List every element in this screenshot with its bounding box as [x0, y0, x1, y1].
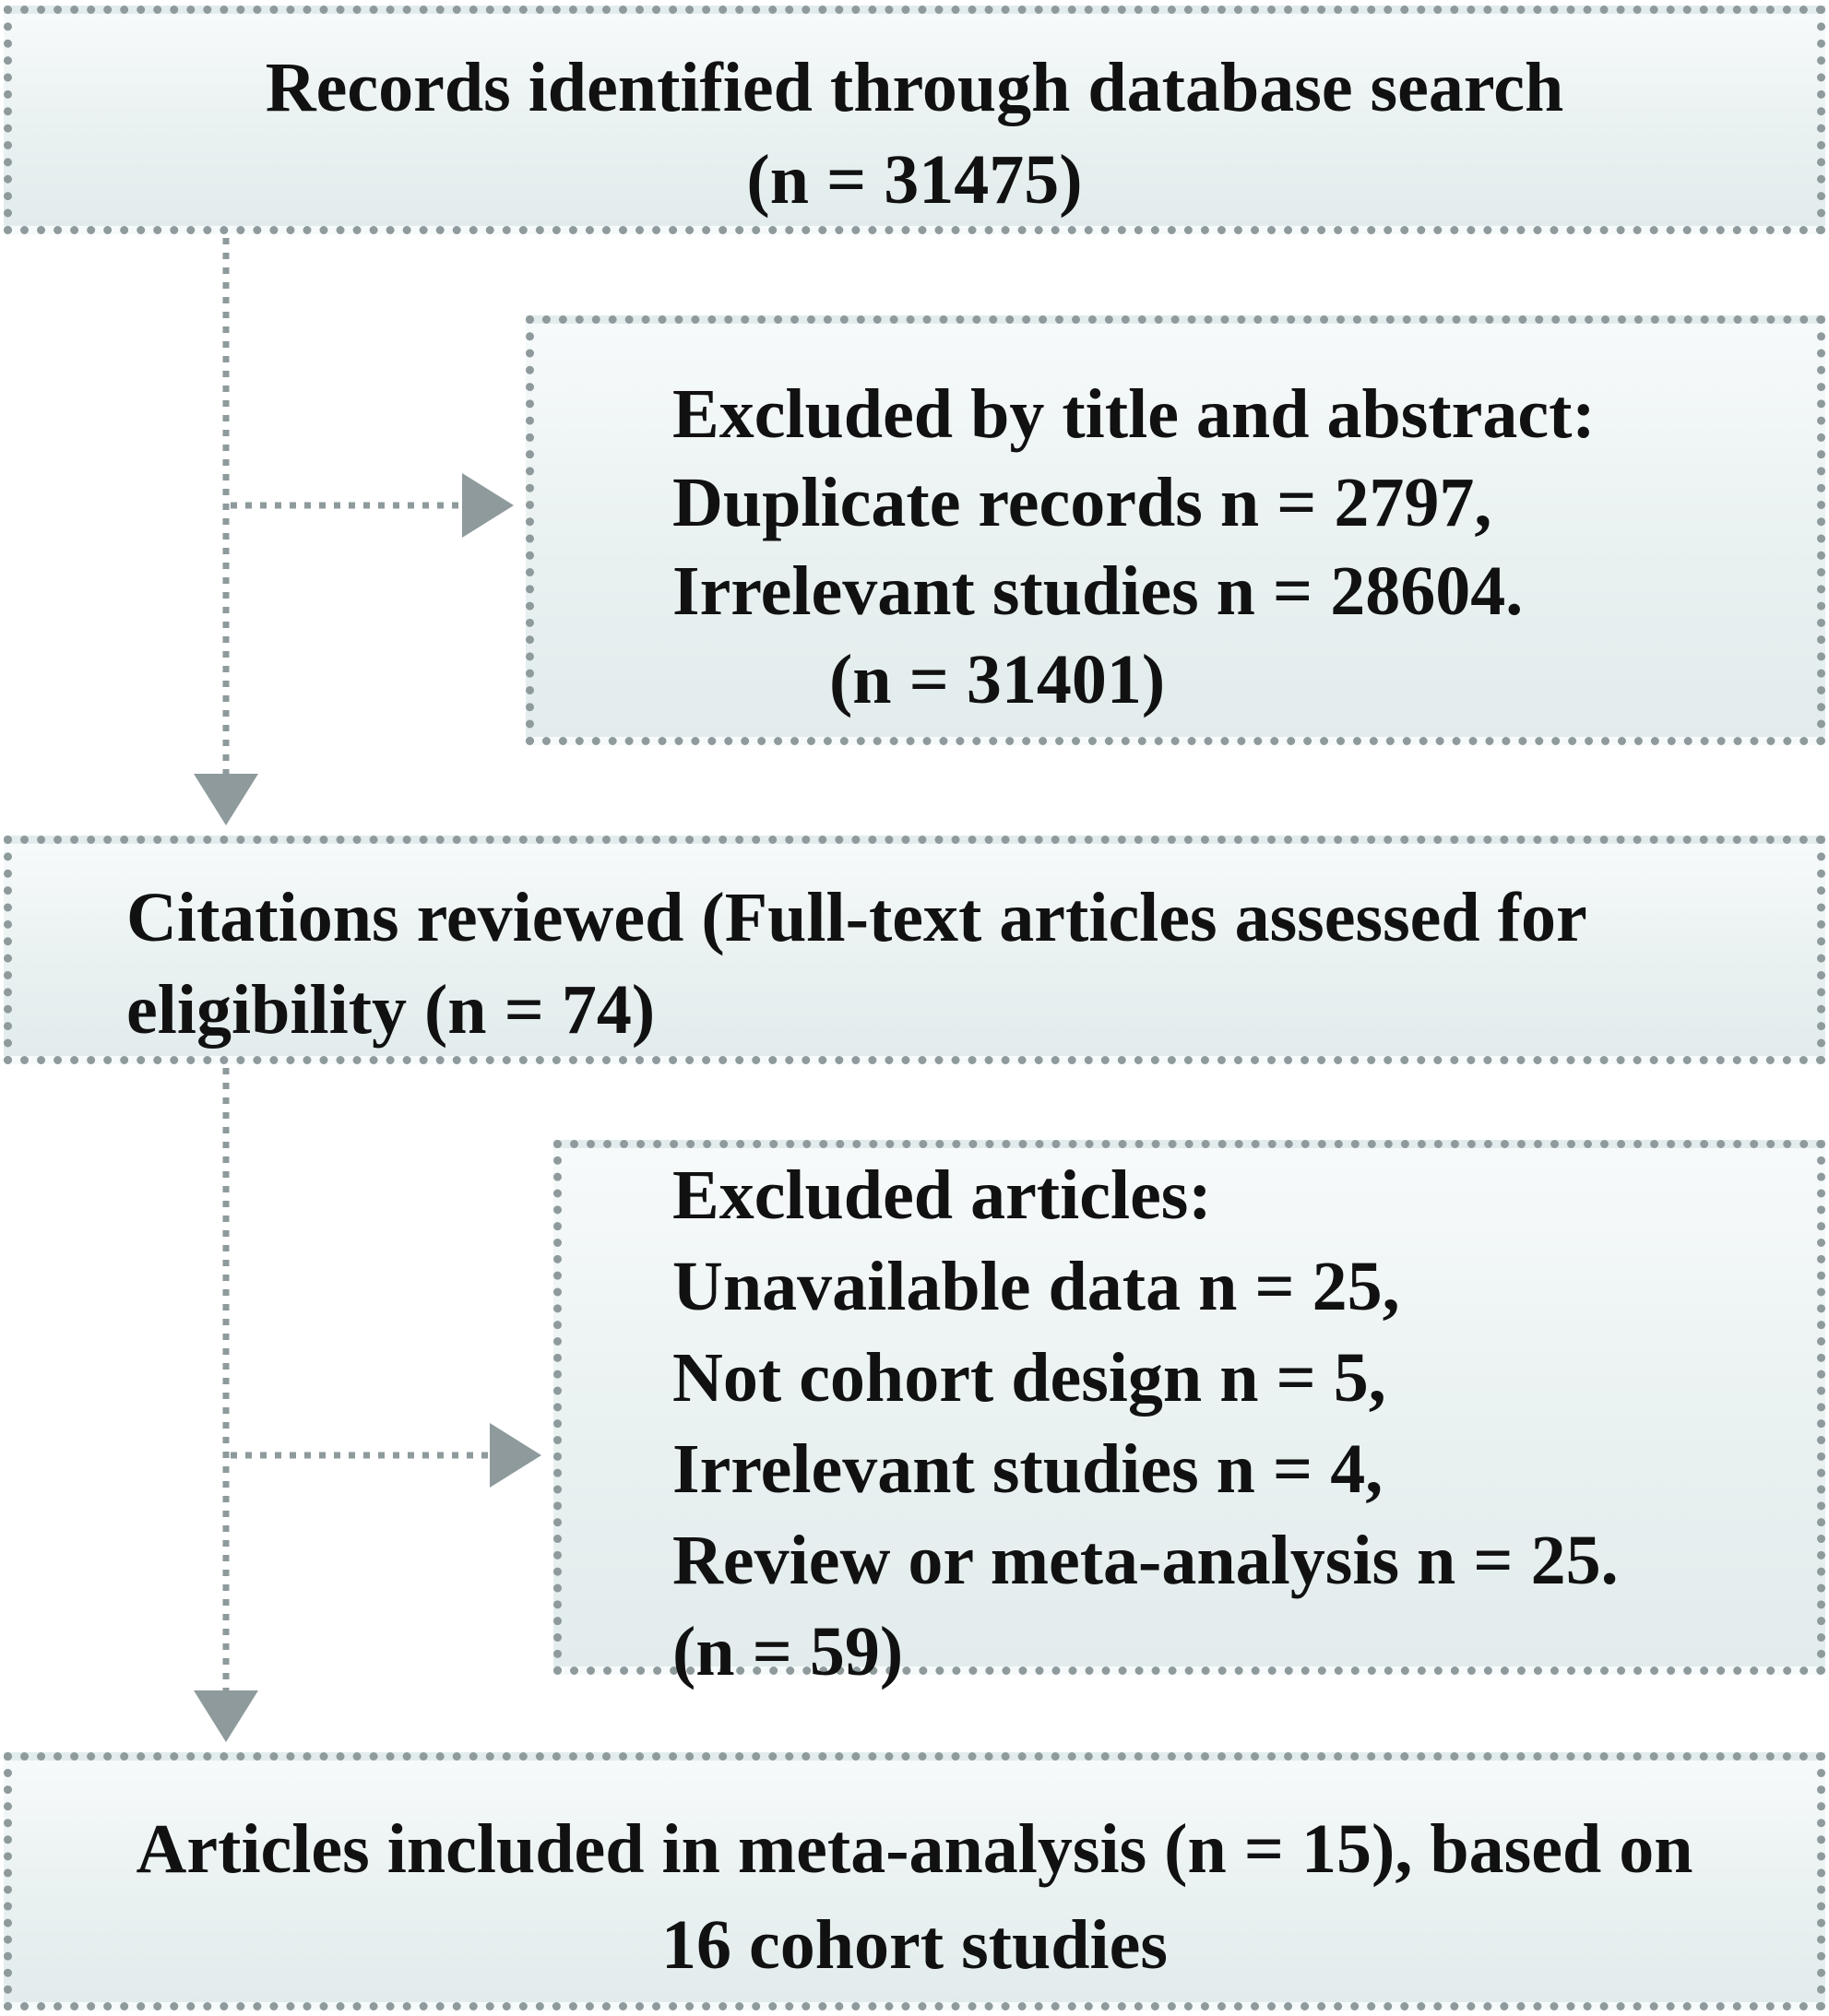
excluded-articles-box [553, 1140, 1825, 1690]
excluded-articles-heading: Excluded articles: [672, 1156, 1212, 1234]
excluded-title-abstract-box [526, 315, 1825, 745]
citations-reviewed-box [4, 836, 1825, 1064]
excluded-title-abstract-total: (n = 31401) [829, 641, 1166, 718]
irrelevant-studies-count: Irrelevant studies n = 28604. [672, 552, 1524, 630]
excluded-articles-total: (n = 59) [672, 1613, 904, 1690]
excluded-title-abstract-text [672, 370, 1596, 724]
unavailable-data-count: Unavailable data n = 25, [672, 1248, 1400, 1325]
not-cohort-design-count: Not cohort design n = 5, [672, 1339, 1386, 1417]
irrelevant-studies-count: Irrelevant studies n = 4, [672, 1430, 1384, 1508]
excluded-articles-text [672, 1150, 1619, 1698]
records-identified-text [12, 42, 1817, 226]
duplicate-records-count: Duplicate records n = 2797, [672, 464, 1492, 541]
records-identified-count: (n = 31475) [746, 141, 1083, 219]
review-meta-analysis-count: Review or meta-analysis n = 25. [672, 1522, 1619, 1599]
articles-included-label: Articles included in meta-analysis (n = 15), based on [136, 1810, 1693, 1888]
articles-included-box [4, 1752, 1825, 2010]
citations-reviewed-label: Citations reviewed (Full-text articles assessed for [126, 879, 1587, 956]
articles-included-text [12, 1801, 1817, 1993]
cohort-studies-count: 16 cohort studies [661, 1906, 1168, 1984]
records-identified-label: Records identified through database search [265, 49, 1564, 126]
records-identified-box [4, 6, 1825, 234]
excluded-title-abstract-heading: Excluded by title and abstract: [672, 375, 1596, 453]
citations-reviewed-count: eligibility (n = 74) [126, 971, 656, 1049]
citations-reviewed-text [126, 872, 1587, 1056]
